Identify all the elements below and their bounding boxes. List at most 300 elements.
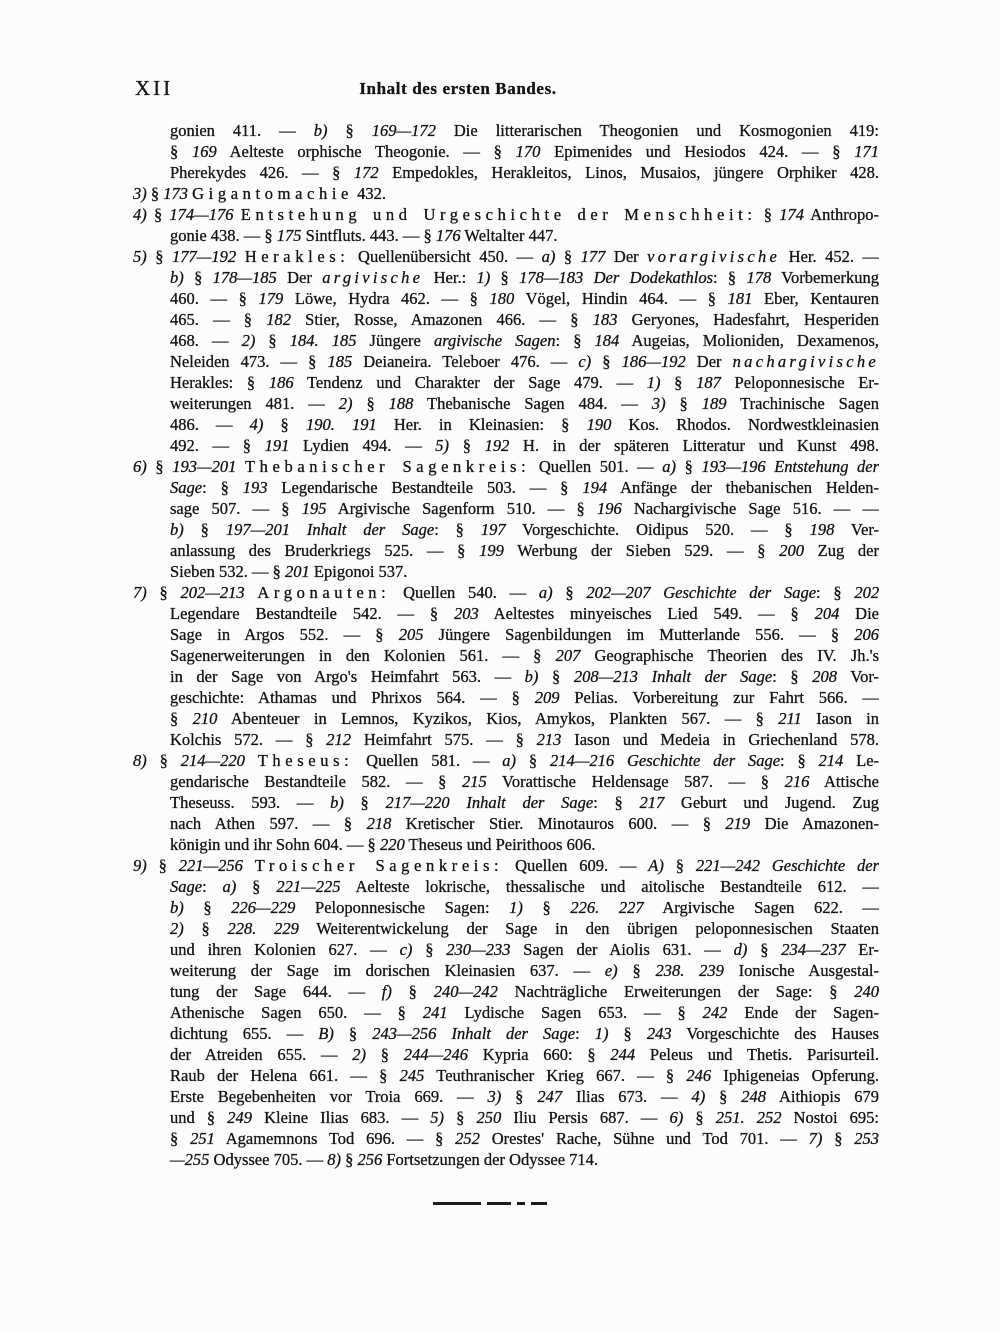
toc-text-segment: 238. 239 xyxy=(655,961,724,980)
toc-text-segment: b) xyxy=(524,667,539,686)
toc-text-segment: der Atreiden 655. — xyxy=(170,1045,353,1064)
rule-dash xyxy=(517,1202,525,1205)
toc-text-segment: Quellenübersicht 450. — xyxy=(349,247,542,266)
toc-line xyxy=(133,435,879,456)
toc-line xyxy=(133,813,879,834)
toc-text-segment xyxy=(650,583,663,602)
toc-text-segment: Vorattische Heldensage 587. — § xyxy=(486,772,785,791)
toc-text-segment: § xyxy=(756,205,780,224)
toc-text-segment: 251 xyxy=(190,1129,215,1148)
toc-line xyxy=(133,1044,879,1065)
toc-text-segment: 189 xyxy=(701,394,727,413)
toc-text-segment: 3) xyxy=(487,1087,502,1106)
toc-line xyxy=(133,330,879,351)
toc-text-segment: königin und ihr Sohn 604. — § xyxy=(170,835,380,854)
toc-line xyxy=(133,855,879,876)
toc-line xyxy=(133,1149,879,1170)
toc-text-segment: 170 xyxy=(515,142,541,161)
toc-text-segment: 1) xyxy=(646,373,661,392)
toc-text-segment: Aelteste lokrische, thessalische und aitolische Bestandteile 612. — xyxy=(340,877,879,896)
toc-text-segment: Der xyxy=(276,268,323,287)
toc-text-segment: 193—196 xyxy=(701,457,766,476)
toc-text-segment: Quellen 540. — xyxy=(390,583,539,602)
toc-line xyxy=(133,897,879,918)
toc-text-segment: Der Dodekathlos xyxy=(593,268,714,287)
toc-text-segment xyxy=(236,247,245,266)
toc-text-segment: Vorbemerkung xyxy=(771,268,879,287)
toc-text-segment: 2) xyxy=(170,919,184,938)
toc-text-segment: Ver- xyxy=(834,520,879,539)
toc-text-segment: 251. 252 xyxy=(715,1108,782,1127)
toc-text-segment: Epimenides und Hesiodos 424. — § xyxy=(540,142,855,161)
toc-text-segment: Iason und Medeia in Griechenland 578. xyxy=(561,730,879,749)
toc-text-segment: § xyxy=(263,415,306,434)
toc-text-segment: Iason in xyxy=(801,709,879,728)
toc-text-segment: 243—256 xyxy=(372,1024,437,1043)
toc-text-segment: Inhalt der Sage xyxy=(651,667,773,686)
toc-text-segment: 432. xyxy=(352,184,386,203)
toc-text-segment: 468. — xyxy=(170,331,242,350)
toc-text-segment: § xyxy=(663,856,696,875)
toc-text-segment: 174—176 xyxy=(169,205,234,224)
toc-text-segment: Theseuss. 593. — xyxy=(170,793,331,812)
toc-text-segment: Inhalt der Sage xyxy=(451,1024,576,1043)
toc-line xyxy=(133,225,879,246)
toc-text-segment: Inhalt der Sage xyxy=(306,520,435,539)
toc-text-segment: 193 xyxy=(242,478,268,497)
toc-text-segment: vorargivische xyxy=(647,247,781,266)
toc-text-segment xyxy=(234,205,241,224)
toc-line xyxy=(133,960,879,981)
toc-text-segment: Argivische Sagen 622. — xyxy=(643,898,879,917)
toc-text-segment: 215 xyxy=(461,772,487,791)
toc-text-segment: 242 xyxy=(702,1003,728,1022)
toc-text-segment: 202 xyxy=(854,583,879,602)
toc-text-segment: 192 xyxy=(484,436,510,455)
toc-line xyxy=(133,1023,879,1044)
toc-text-segment: § xyxy=(617,961,656,980)
toc-text-segment: Theseus und Peirithoos 606. xyxy=(404,835,596,854)
toc-text-segment: 460. — § xyxy=(170,289,259,308)
toc-text-segment: 4) xyxy=(691,1087,706,1106)
toc-text-segment: Thebanische Sagen 484. — xyxy=(413,394,652,413)
toc-text-segment: 1) xyxy=(476,268,491,287)
toc-text-segment: Sagenerweiterungen in den Kolonien 561. — § xyxy=(170,646,556,665)
toc-text-segment: 250 xyxy=(476,1108,502,1127)
toc-text-segment: 216 xyxy=(784,772,810,791)
toc-text-segment: : § xyxy=(713,268,747,287)
toc-text-segment: 247 xyxy=(537,1087,563,1106)
toc-text-segment: Teuthranischer Krieg 667. — § xyxy=(424,1066,687,1085)
toc-text-segment: Zug der xyxy=(803,541,879,560)
toc-text-segment: 184. 185 xyxy=(289,331,357,350)
toc-text-segment: 7) xyxy=(808,1129,823,1148)
toc-text-segment: Aeltestes minyeisches Lied 549. — § xyxy=(478,604,815,623)
toc-line xyxy=(133,981,879,1002)
toc-text-segment: tung der Sage 644. — xyxy=(170,982,382,1001)
toc-line xyxy=(133,1086,879,1107)
toc-line xyxy=(133,708,879,729)
toc-text-segment: 244 xyxy=(610,1045,636,1064)
toc-text-segment: 220 xyxy=(379,835,405,854)
toc-text-segment: Sage xyxy=(170,478,203,497)
toc-text-segment: Odyssee 705. — xyxy=(209,1150,328,1169)
toc-text-segment: 219 xyxy=(725,814,751,833)
toc-text-segment: Fortsetzungen der Odyssee 714. xyxy=(382,1150,599,1169)
toc-text-segment: 200 xyxy=(779,541,804,560)
toc-text-segment: : § xyxy=(555,331,595,350)
toc-text-segment: a) xyxy=(538,583,553,602)
toc-text-segment: § xyxy=(391,982,434,1001)
toc-line xyxy=(133,624,879,645)
toc-line xyxy=(133,1002,879,1023)
toc-text-segment: Geschichte der Sage xyxy=(626,751,781,770)
toc-text-segment: 197—201 xyxy=(225,520,290,539)
toc-text-segment xyxy=(436,1024,451,1043)
page-content xyxy=(133,76,879,1170)
toc-text-segment: Vor- xyxy=(837,667,879,686)
toc-text-segment: 179 xyxy=(258,289,284,308)
toc-text-segment: Herakles: xyxy=(244,247,350,266)
toc-text-segment: 240—242 xyxy=(433,982,498,1001)
toc-text-segment: Eber, Kentauren xyxy=(752,289,879,308)
toc-text-segment: 202—207 xyxy=(586,583,651,602)
toc-line xyxy=(133,834,879,855)
toc-text-segment: 207 xyxy=(555,646,581,665)
toc-text-segment: 3) xyxy=(651,394,666,413)
toc-text-segment: § xyxy=(255,331,290,350)
toc-text-segment: § xyxy=(170,709,193,728)
toc-text-segment: 180 xyxy=(489,289,515,308)
toc-text-segment: a) xyxy=(222,877,237,896)
toc-text-segment: und § xyxy=(170,1108,228,1127)
toc-text-segment: Werbung der Sieben 529. — § xyxy=(503,541,780,560)
toc-text-segment: 7) xyxy=(133,583,147,602)
toc-text-segment: Le- xyxy=(843,751,879,770)
toc-text-segment: § xyxy=(676,457,702,476)
toc-line xyxy=(133,267,879,288)
toc-text-segment: Abenteuer in Lemnos, Kyzikos, Kios, Amykos, Plankten 567. — § xyxy=(217,709,779,728)
toc-text-segment: b) xyxy=(170,520,184,539)
toc-text-segment: 1) xyxy=(509,898,523,917)
toc-text-segment: § xyxy=(170,1129,191,1148)
toc-text-segment: Quellen 609. — xyxy=(503,856,649,875)
toc-text-segment: Orestes' Rache, Sühne und Tod 701. — xyxy=(479,1129,809,1148)
toc-text-segment: Heimfahrt 575. — § xyxy=(351,730,537,749)
toc-text-segment: § xyxy=(660,373,697,392)
toc-text-segment: 206 xyxy=(854,625,879,644)
toc-text-segment: 8) xyxy=(133,751,147,770)
toc-text-segment: a) xyxy=(541,247,556,266)
toc-text-segment: 209 xyxy=(534,688,560,707)
toc-text-segment: : § xyxy=(202,478,243,497)
toc-text-segment: Pelias. Vorbereitung zur Fahrt 566. — xyxy=(559,688,879,707)
toc-text-segment: Sage xyxy=(170,877,203,896)
toc-text-segment: 2) xyxy=(241,331,256,350)
toc-text-segment: B) xyxy=(318,1024,334,1043)
toc-text-segment: 246 xyxy=(686,1066,712,1085)
toc-text-segment: 191 xyxy=(264,436,290,455)
toc-text-segment: Nachträgliche Erweiterungen der Sage: § xyxy=(497,982,855,1001)
toc-text-segment: § xyxy=(822,1129,855,1148)
toc-line xyxy=(133,603,879,624)
toc-text-segment: Sagen der Aiolis 631. — xyxy=(510,940,734,959)
toc-text-segment: Aelteste orphische Theogonie. — § xyxy=(216,142,516,161)
toc-text-segment: § xyxy=(146,457,173,476)
toc-text-segment xyxy=(766,457,775,476)
toc-text-segment: Kleine Ilias 683. — xyxy=(251,1108,431,1127)
toc-text-segment: 174 xyxy=(779,205,804,224)
toc-text-segment: 190. 191 xyxy=(305,415,377,434)
toc-text-segment: 169—172 xyxy=(371,121,436,140)
toc-text-segment xyxy=(245,751,258,770)
toc-text-segment: § xyxy=(343,793,386,812)
toc-text-segment: 252 xyxy=(455,1129,480,1148)
rule-dash xyxy=(433,1202,481,1205)
rule-dash xyxy=(487,1202,511,1205)
toc-text-segment: 228. 229 xyxy=(227,919,299,938)
toc-text-segment: 208 xyxy=(812,667,838,686)
toc-text-segment: c) xyxy=(578,352,592,371)
toc-text-segment: Athenische Sagen 650. — § xyxy=(170,1003,423,1022)
toc-text-segment: § xyxy=(183,898,232,917)
toc-text-segment: Die Amazonen- xyxy=(750,814,879,833)
toc-line xyxy=(133,477,879,498)
toc-text-segment: gonie 438. — § xyxy=(170,226,277,245)
toc-text-segment: Argivische Sagenform 510. — § xyxy=(326,499,597,518)
toc-text-segment: 244—246 xyxy=(403,1045,468,1064)
toc-text-segment: b) xyxy=(170,898,184,917)
toc-line xyxy=(133,288,879,309)
toc-text-segment: 218 xyxy=(366,814,392,833)
toc-text-segment: 4) xyxy=(133,205,147,224)
toc-text-segment: weiterung der Sage im dorischen Kleinasien 637. — xyxy=(170,961,605,980)
toc-text-segment: 8) xyxy=(327,1150,341,1169)
toc-line xyxy=(133,414,879,435)
rule-dash xyxy=(531,1202,547,1205)
toc-text-segment: : xyxy=(575,1024,595,1043)
toc-text-segment: d) xyxy=(733,940,748,959)
toc-text-segment: Ionische Ausgestal- xyxy=(723,961,879,980)
toc-text-segment: 171 xyxy=(854,142,879,161)
toc-text-segment: Legendarische Bestandteile 503. — § xyxy=(267,478,583,497)
toc-text-segment: § xyxy=(146,205,170,224)
toc-text-segment: § xyxy=(501,1087,538,1106)
toc-line xyxy=(133,183,879,204)
toc-text-segment: Ende der Sagen- xyxy=(727,1003,879,1022)
toc-body xyxy=(133,120,879,1170)
toc-text-segment: Raub der Helena 661. — § xyxy=(170,1066,400,1085)
toc-text-segment: § xyxy=(183,919,228,938)
toc-text-segment: 221—225 xyxy=(276,877,341,896)
toc-line xyxy=(133,456,879,477)
toc-text-segment: Peloponnesische Er- xyxy=(720,373,879,392)
toc-text-segment: 194 xyxy=(582,478,608,497)
toc-text-segment: : § xyxy=(772,667,813,686)
toc-line xyxy=(133,120,879,141)
toc-line xyxy=(133,876,879,897)
toc-text-segment: Kolchis 572. — § xyxy=(170,730,327,749)
toc-text-segment: § xyxy=(705,1087,742,1106)
toc-line xyxy=(133,771,879,792)
toc-text-segment: 182 xyxy=(266,310,291,329)
toc-text-segment: § xyxy=(146,856,179,875)
toc-text-segment: Quellen 581. — xyxy=(353,751,503,770)
toc-text-segment: 240 xyxy=(854,982,879,1001)
toc-text-segment: 253 xyxy=(854,1129,879,1148)
toc-text-segment xyxy=(245,583,258,602)
toc-line xyxy=(133,918,879,939)
toc-text-segment: Augeias, Molioniden, Dexamenos, xyxy=(619,331,879,350)
toc-text-segment: § xyxy=(146,184,164,203)
toc-text-segment: 202—213 xyxy=(180,583,245,602)
toc-text-segment: 212 xyxy=(326,730,352,749)
toc-text-segment: gonien 411. — xyxy=(170,121,314,140)
toc-text-segment: H. in der späteren Litteratur und Kunst 498. xyxy=(509,436,879,455)
toc-text-segment: Anfänge der thebanischen Helden- xyxy=(607,478,879,497)
toc-text-segment: Trachinische Sagen xyxy=(726,394,879,413)
toc-text-segment: 245 xyxy=(399,1066,425,1085)
toc-text-segment: 5) xyxy=(430,1108,445,1127)
toc-text-segment: Pherekydes 426. — § xyxy=(170,163,354,182)
toc-text-segment: Geschichte der Sage xyxy=(663,583,817,602)
toc-text-segment: § xyxy=(146,583,181,602)
toc-line xyxy=(133,687,879,708)
toc-text-segment: § xyxy=(665,394,702,413)
toc-text-segment: 178 xyxy=(746,268,772,287)
toc-text-segment: 199 xyxy=(479,541,504,560)
toc-text-segment: Sage in Argos 552. — § xyxy=(170,625,399,644)
toc-text-segment: 198 xyxy=(809,520,835,539)
toc-text-segment: Iphigeneias Opferung. xyxy=(711,1066,879,1085)
toc-line xyxy=(133,141,879,162)
toc-text-segment: § xyxy=(490,268,520,287)
toc-text-segment: Der xyxy=(685,352,733,371)
toc-text-segment: Quellen 501. — xyxy=(530,457,663,476)
toc-text-segment: a) xyxy=(662,457,676,476)
page-header xyxy=(133,76,879,102)
toc-text-segment: : § xyxy=(816,583,855,602)
toc-text-segment: 214—216 xyxy=(549,751,615,770)
toc-text-segment: § xyxy=(327,121,372,140)
toc-text-segment: § xyxy=(366,1045,404,1064)
toc-text-segment: § xyxy=(444,1108,477,1127)
toc-text-segment: sage 507. — § xyxy=(170,499,302,518)
toc-line xyxy=(133,666,879,687)
toc-line xyxy=(133,309,879,330)
toc-text-segment: § xyxy=(516,751,550,770)
toc-text-segment: Er- xyxy=(845,940,879,959)
toc-text-segment: 186—192 xyxy=(621,352,686,371)
toc-line xyxy=(133,792,879,813)
toc-text-segment: Aithiopis 679 xyxy=(765,1087,879,1106)
toc-text-segment: argivische xyxy=(322,268,424,287)
toc-text-segment: 230—233 xyxy=(446,940,511,959)
toc-text-segment: 248 xyxy=(741,1087,766,1106)
toc-text-segment: 221—256 xyxy=(178,856,243,875)
toc-line xyxy=(133,1065,879,1086)
toc-text-segment: 173 xyxy=(163,184,188,203)
toc-text-segment: 183 xyxy=(592,310,618,329)
toc-text-segment: Kretischer Stier. Minotauros 600. — § xyxy=(391,814,726,833)
toc-text-segment: 195 xyxy=(301,499,327,518)
toc-text-segment: 226. 227 xyxy=(570,898,644,917)
toc-text-segment: 9) xyxy=(133,856,147,875)
toc-text-segment: § xyxy=(183,268,213,287)
toc-text-segment: A) xyxy=(648,856,664,875)
toc-text-segment: § xyxy=(555,247,581,266)
toc-text-segment: anlassung des Bruderkriegs 525. — § xyxy=(170,541,480,560)
toc-text-segment: § xyxy=(236,877,277,896)
toc-text-segment: b) xyxy=(170,268,184,287)
toc-text-segment: Tendenz und Charakter der Sage 479. — xyxy=(293,373,647,392)
toc-text-segment: Kos. Rhodos. Nordwestkleinasien xyxy=(611,415,879,434)
toc-text-segment: 177 xyxy=(580,247,606,266)
toc-text-segment: 201 xyxy=(285,562,310,581)
toc-text-segment: Sieben 532. — § xyxy=(170,562,286,581)
toc-text-segment: Ilias 673. — xyxy=(562,1087,692,1106)
toc-line xyxy=(133,162,879,183)
toc-text-segment xyxy=(760,856,772,875)
toc-text-segment: 256 xyxy=(357,1150,383,1169)
toc-text-segment: § xyxy=(340,1150,358,1169)
toc-text-segment: Peloponnesische Sagen: xyxy=(295,898,510,917)
toc-text-segment xyxy=(243,856,255,875)
section-separator-rule xyxy=(433,1202,547,1205)
toc-text-segment: Entstehung und Urgeschichte der Menschheit: xyxy=(240,205,757,224)
toc-text-segment: 204 xyxy=(814,604,840,623)
toc-text-segment: Her. 452. — xyxy=(780,247,879,266)
toc-text-segment xyxy=(290,520,307,539)
toc-text-segment: 241 xyxy=(422,1003,448,1022)
toc-text-segment: 4) xyxy=(249,415,264,434)
toc-text-segment: Lydische Sagen 653. — § xyxy=(447,1003,703,1022)
toc-text-segment: Her. in Kleinasien: § xyxy=(376,415,587,434)
toc-text-segment: 5) xyxy=(133,247,147,266)
toc-text-segment: Empedokles, Herakleitos, Linos, Musaios, jüngere Orphiker 428. xyxy=(378,163,879,182)
toc-text-segment xyxy=(236,457,245,476)
toc-text-segment: Agamemnons Tod 696. — § xyxy=(214,1129,456,1148)
toc-text-segment: Jüngere Sagenbildungen im Mutterlande 556. — § xyxy=(423,625,855,644)
toc-text-segment: nach Athen 597. — § xyxy=(170,814,367,833)
toc-text-segment: § xyxy=(146,247,173,266)
toc-text-segment: 196 xyxy=(596,499,622,518)
toc-line xyxy=(133,561,879,582)
toc-text-segment: Nachargivische Sage 516. — — xyxy=(621,499,879,518)
toc-text-segment: Sintfluts. 443. — § xyxy=(301,226,436,245)
toc-text-segment: § xyxy=(412,940,447,959)
toc-text-segment: Geryones, Hadesfahrt, Hesperiden xyxy=(617,310,879,329)
running-title: Inhalt des ersten Bandes. xyxy=(359,79,557,98)
toc-text-segment: 214—220 xyxy=(180,751,245,770)
toc-text-segment xyxy=(614,751,627,770)
toc-text-segment: 5) xyxy=(435,436,450,455)
toc-text-segment: b) xyxy=(313,121,328,140)
toc-text-segment: argivische Sagen xyxy=(433,331,556,350)
toc-text-segment: 210 xyxy=(192,709,218,728)
toc-text-segment: : § xyxy=(780,751,819,770)
toc-text-segment: Der xyxy=(605,247,648,266)
toc-line xyxy=(133,1128,879,1149)
page-number: XII xyxy=(135,76,174,100)
toc-text-segment: 169 xyxy=(192,142,217,161)
toc-text-segment: 175 xyxy=(276,226,302,245)
toc-text-segment: 465. — § xyxy=(170,310,267,329)
toc-text-segment: e) xyxy=(604,961,618,980)
toc-text-segment: nachargivische xyxy=(732,352,879,371)
toc-text-segment xyxy=(450,793,467,812)
toc-text-segment: Weiterentwickelung der Sage in den übrigen peloponnesischen Staaten xyxy=(298,919,879,938)
